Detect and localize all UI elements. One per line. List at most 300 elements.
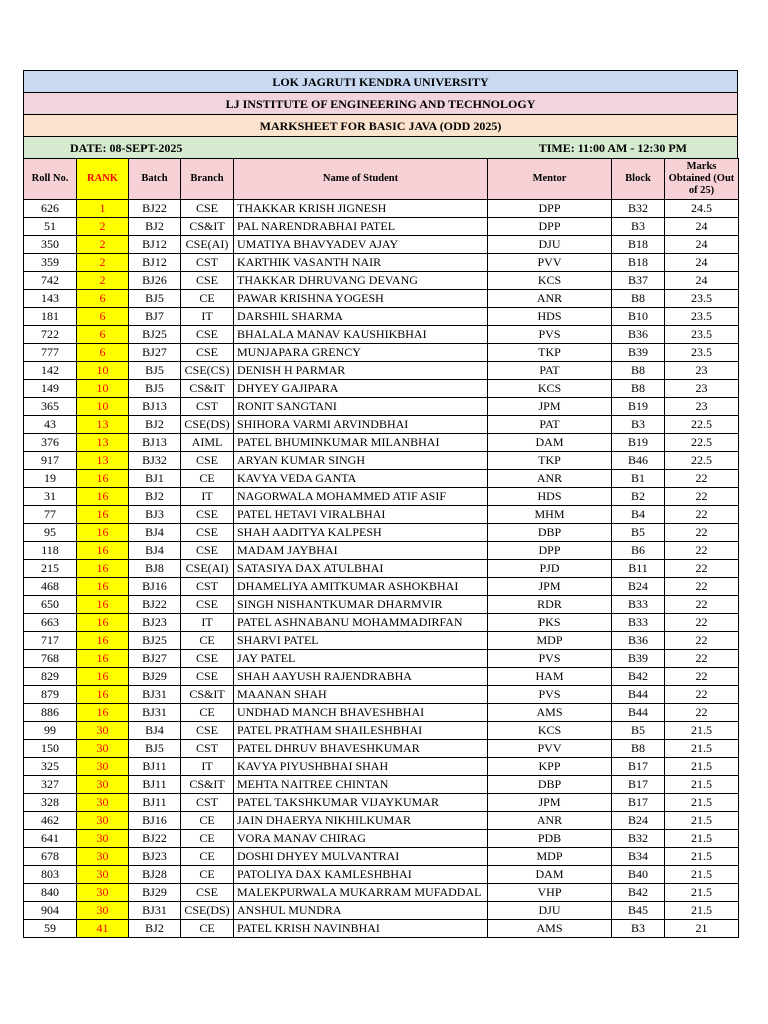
cell-marks: 22 [665,686,739,704]
cell-marks: 22 [665,542,739,560]
cell-branch: CSE(AI) [181,560,234,578]
cell-branch: CE [181,866,234,884]
cell-student-name: SHAH AADITYA KALPESH [234,524,488,542]
cell-roll-no: 327 [24,776,77,794]
cell-student-name: JAIN DHAERYA NIKHILKUMAR [234,812,488,830]
cell-batch: BJ31 [129,704,181,722]
table-row [24,542,739,560]
cell-block: B32 [612,200,665,218]
cell-student-name: MEHTA NAITREE CHINTAN [234,776,488,794]
cell-roll-no: 641 [24,830,77,848]
cell-marks: 21.5 [665,848,739,866]
cell-block: B8 [612,362,665,380]
table-row [24,902,739,920]
cell-marks: 23 [665,362,739,380]
cell-batch: BJ2 [129,920,181,938]
col-name: Name of Student [234,159,488,200]
cell-marks: 23 [665,398,739,416]
cell-roll-no: 879 [24,686,77,704]
cell-roll-no: 359 [24,254,77,272]
cell-branch: IT [181,308,234,326]
cell-roll-no: 886 [24,704,77,722]
cell-block: B34 [612,848,665,866]
cell-branch: CE [181,812,234,830]
cell-rank: 30 [77,848,129,866]
cell-roll-no: 99 [24,722,77,740]
cell-roll-no: 904 [24,902,77,920]
col-branch: Branch [181,159,234,200]
cell-roll-no: 143 [24,290,77,308]
cell-block: B8 [612,380,665,398]
cell-rank: 30 [77,812,129,830]
table-row [24,236,739,254]
cell-block: B17 [612,776,665,794]
exam-date: DATE: 08-SEPT-2025 [70,141,183,155]
cell-rank: 10 [77,380,129,398]
cell-mentor: KCS [488,272,612,290]
cell-rank: 13 [77,452,129,470]
cell-marks: 24 [665,218,739,236]
cell-block: B40 [612,866,665,884]
cell-roll-no: 95 [24,524,77,542]
cell-block: B45 [612,902,665,920]
cell-marks: 22.5 [665,452,739,470]
cell-block: B44 [612,686,665,704]
cell-roll-no: 149 [24,380,77,398]
cell-block: B10 [612,308,665,326]
cell-marks: 22 [665,704,739,722]
table-row [24,920,739,938]
cell-student-name: MAANAN SHAH [234,686,488,704]
table-row [24,560,739,578]
cell-block: B2 [612,488,665,506]
cell-mentor: ANR [488,812,612,830]
cell-rank: 30 [77,884,129,902]
cell-mentor: MDP [488,632,612,650]
cell-block: B24 [612,578,665,596]
cell-block: B19 [612,398,665,416]
cell-mentor: MHM [488,506,612,524]
cell-roll-no: 626 [24,200,77,218]
cell-branch: CST [181,578,234,596]
cell-rank: 13 [77,434,129,452]
university-title: LOK JAGRUTI KENDRA UNIVERSITY [23,70,738,92]
cell-rank: 16 [77,614,129,632]
cell-batch: BJ16 [129,578,181,596]
cell-rank: 2 [77,254,129,272]
cell-roll-no: 328 [24,794,77,812]
cell-student-name: PATEL TAKSHKUMAR VIJAYKUMAR [234,794,488,812]
cell-marks: 22 [665,614,739,632]
cell-student-name: MALEKPURWALA MUKARRAM MUFADDAL [234,884,488,902]
cell-batch: BJ1 [129,470,181,488]
table-row [24,614,739,632]
cell-rank: 13 [77,416,129,434]
cell-block: B18 [612,254,665,272]
cell-marks: 24.5 [665,200,739,218]
cell-rank: 16 [77,596,129,614]
cell-student-name: PATEL KRISH NAVINBHAI [234,920,488,938]
cell-mentor: HDS [488,488,612,506]
cell-block: B17 [612,794,665,812]
cell-roll-no: 31 [24,488,77,506]
cell-student-name: KARTHIK VASANTH NAIR [234,254,488,272]
cell-student-name: PATEL BHUMINKUMAR MILANBHAI [234,434,488,452]
cell-mentor: TKP [488,344,612,362]
table-row [24,218,739,236]
cell-roll-no: 150 [24,740,77,758]
cell-marks: 24 [665,254,739,272]
cell-rank: 16 [77,542,129,560]
table-row [24,776,739,794]
table-row [24,740,739,758]
cell-roll-no: 51 [24,218,77,236]
cell-batch: BJ13 [129,434,181,452]
cell-student-name: MUNJAPARA GRENCY [234,344,488,362]
cell-student-name: THAKKAR KRISH JIGNESH [234,200,488,218]
cell-branch: CSE [181,344,234,362]
cell-branch: CE [181,920,234,938]
cell-batch: BJ29 [129,668,181,686]
cell-student-name: ANSHUL MUNDRA [234,902,488,920]
cell-roll-no: 462 [24,812,77,830]
cell-branch: CSE [181,452,234,470]
cell-branch: CE [181,290,234,308]
cell-branch: CST [181,740,234,758]
cell-block: B19 [612,434,665,452]
cell-marks: 21.5 [665,794,739,812]
col-marks: Marks Obtained (Out of 25) [665,159,739,200]
table-row [24,470,739,488]
cell-rank: 16 [77,506,129,524]
cell-rank: 16 [77,470,129,488]
cell-branch: CE [181,830,234,848]
cell-mentor: JPM [488,578,612,596]
cell-rank: 30 [77,830,129,848]
cell-student-name: PATOLIYA DAX KAMLESHBHAI [234,866,488,884]
date-time-row [23,136,738,158]
cell-batch: BJ4 [129,722,181,740]
table-row [24,362,739,380]
cell-branch: CST [181,254,234,272]
cell-rank: 10 [77,398,129,416]
cell-mentor: MDP [488,848,612,866]
table-row [24,326,739,344]
table-row [24,308,739,326]
cell-rank: 6 [77,290,129,308]
cell-marks: 21.5 [665,866,739,884]
cell-mentor: DBP [488,776,612,794]
cell-marks: 21.5 [665,830,739,848]
col-batch: Batch [129,159,181,200]
cell-batch: BJ31 [129,686,181,704]
cell-branch: CS&IT [181,218,234,236]
cell-batch: BJ8 [129,560,181,578]
cell-marks: 21.5 [665,884,739,902]
cell-marks: 22 [665,578,739,596]
cell-rank: 6 [77,344,129,362]
cell-mentor: DPP [488,218,612,236]
table-row [24,488,739,506]
cell-mentor: KPP [488,758,612,776]
cell-branch: CSE [181,200,234,218]
cell-marks: 22 [665,668,739,686]
cell-mentor: PVS [488,686,612,704]
cell-marks: 22 [665,524,739,542]
cell-block: B42 [612,668,665,686]
cell-batch: BJ5 [129,740,181,758]
cell-block: B3 [612,416,665,434]
cell-batch: BJ4 [129,524,181,542]
table-row [24,668,739,686]
table-row [24,416,739,434]
cell-roll-no: 181 [24,308,77,326]
cell-mentor: PAT [488,362,612,380]
cell-marks: 21.5 [665,776,739,794]
cell-mentor: HAM [488,668,612,686]
exam-time: TIME: 11:00 AM - 12:30 PM [538,141,687,155]
cell-batch: BJ22 [129,830,181,848]
cell-roll-no: 468 [24,578,77,596]
cell-block: B37 [612,272,665,290]
cell-mentor: PVS [488,326,612,344]
cell-block: B44 [612,704,665,722]
cell-student-name: UMATIYA BHAVYADEV AJAY [234,236,488,254]
cell-mentor: TKP [488,452,612,470]
cell-block: B36 [612,326,665,344]
cell-mentor: DBP [488,524,612,542]
cell-rank: 16 [77,488,129,506]
cell-student-name: JAY PATEL [234,650,488,668]
cell-branch: CSE [181,542,234,560]
cell-block: B8 [612,740,665,758]
table-row [24,686,739,704]
cell-branch: CSE [181,272,234,290]
cell-rank: 2 [77,272,129,290]
cell-branch: CSE(DS) [181,416,234,434]
cell-rank: 16 [77,668,129,686]
cell-mentor: DPP [488,542,612,560]
cell-mentor: DJU [488,902,612,920]
cell-branch: CSE [181,506,234,524]
cell-branch: AIML [181,434,234,452]
cell-batch: BJ23 [129,848,181,866]
cell-roll-no: 678 [24,848,77,866]
cell-block: B42 [612,884,665,902]
cell-student-name: PATEL PRATHAM SHAILESHBHAI [234,722,488,740]
col-block: Block [612,159,665,200]
cell-branch: IT [181,758,234,776]
cell-mentor: ANR [488,470,612,488]
cell-mentor: DAM [488,866,612,884]
cell-batch: BJ25 [129,326,181,344]
table-row [24,722,739,740]
table-row [24,380,739,398]
table-row [24,812,739,830]
cell-rank: 41 [77,920,129,938]
table-row [24,524,739,542]
cell-roll-no: 77 [24,506,77,524]
cell-student-name: DHYEY GAJIPARA [234,380,488,398]
cell-roll-no: 742 [24,272,77,290]
cell-block: B3 [612,218,665,236]
institute-title: LJ INSTITUTE OF ENGINEERING AND TECHNOLOGY [23,92,738,114]
table-row [24,344,739,362]
cell-marks: 22.5 [665,416,739,434]
cell-student-name: ARYAN KUMAR SINGH [234,452,488,470]
table-row [24,272,739,290]
table-row [24,704,739,722]
cell-student-name: SHARVI PATEL [234,632,488,650]
cell-branch: CE [181,632,234,650]
cell-branch: CST [181,398,234,416]
cell-branch: CSE(CS) [181,362,234,380]
cell-block: B17 [612,758,665,776]
table-row [24,848,739,866]
col-mentor: Mentor [488,159,612,200]
cell-roll-no: 350 [24,236,77,254]
cell-batch: BJ3 [129,506,181,524]
cell-roll-no: 650 [24,596,77,614]
cell-rank: 16 [77,632,129,650]
cell-mentor: PKS [488,614,612,632]
table-row [24,254,739,272]
cell-block: B18 [612,236,665,254]
cell-roll-no: 803 [24,866,77,884]
cell-mentor: PAT [488,416,612,434]
cell-student-name: DHAMELIYA AMITKUMAR ASHOKBHAI [234,578,488,596]
cell-batch: BJ28 [129,866,181,884]
cell-roll-no: 829 [24,668,77,686]
cell-rank: 30 [77,794,129,812]
cell-batch: BJ31 [129,902,181,920]
cell-branch: CSE [181,668,234,686]
cell-batch: BJ27 [129,650,181,668]
table-row [24,758,739,776]
cell-rank: 2 [77,218,129,236]
cell-roll-no: 43 [24,416,77,434]
cell-block: B24 [612,812,665,830]
cell-mentor: PJD [488,560,612,578]
cell-branch: CSE [181,524,234,542]
table-row [24,506,739,524]
cell-roll-no: 325 [24,758,77,776]
cell-batch: BJ5 [129,362,181,380]
cell-mentor: KCS [488,380,612,398]
cell-block: B36 [612,632,665,650]
table-row [24,434,739,452]
cell-roll-no: 840 [24,884,77,902]
table-row [24,452,739,470]
cell-rank: 2 [77,236,129,254]
cell-student-name: THAKKAR DHRUVANG DEVANG [234,272,488,290]
cell-block: B3 [612,920,665,938]
cell-branch: IT [181,488,234,506]
cell-branch: CSE [181,884,234,902]
cell-branch: CE [181,848,234,866]
col-roll-no: Roll No. [24,159,77,200]
cell-student-name: NAGORWALA MOHAMMED ATIF ASIF [234,488,488,506]
cell-student-name: KAVYA VEDA GANTA [234,470,488,488]
cell-rank: 16 [77,650,129,668]
table-row [24,578,739,596]
cell-roll-no: 19 [24,470,77,488]
cell-marks: 22 [665,470,739,488]
cell-roll-no: 768 [24,650,77,668]
cell-student-name: RONIT SANGTANI [234,398,488,416]
cell-marks: 21.5 [665,722,739,740]
cell-block: B11 [612,560,665,578]
cell-mentor: RDR [488,596,612,614]
cell-roll-no: 376 [24,434,77,452]
table-row [24,200,739,218]
cell-batch: BJ7 [129,308,181,326]
cell-batch: BJ16 [129,812,181,830]
cell-branch: IT [181,614,234,632]
cell-branch: CSE [181,722,234,740]
cell-rank: 1 [77,200,129,218]
cell-student-name: SHAH AAYUSH RAJENDRABHA [234,668,488,686]
cell-block: B1 [612,470,665,488]
cell-mentor: DAM [488,434,612,452]
cell-roll-no: 365 [24,398,77,416]
cell-batch: BJ29 [129,884,181,902]
cell-rank: 30 [77,902,129,920]
cell-marks: 21.5 [665,812,739,830]
cell-mentor: DJU [488,236,612,254]
cell-student-name: PAL NARENDRABHAI PATEL [234,218,488,236]
cell-batch: BJ22 [129,596,181,614]
cell-marks: 22 [665,506,739,524]
cell-mentor: AMS [488,920,612,938]
cell-rank: 6 [77,308,129,326]
cell-student-name: PAWAR KRISHNA YOGESH [234,290,488,308]
cell-roll-no: 717 [24,632,77,650]
sheet-title: MARKSHEET FOR BASIC JAVA (ODD 2025) [23,114,738,136]
cell-batch: BJ12 [129,254,181,272]
cell-block: B6 [612,542,665,560]
cell-mentor: PVV [488,254,612,272]
cell-batch: BJ2 [129,416,181,434]
cell-mentor: DPP [488,200,612,218]
cell-batch: BJ26 [129,272,181,290]
cell-roll-no: 777 [24,344,77,362]
marks-table [23,158,739,938]
cell-marks: 21.5 [665,902,739,920]
cell-mentor: AMS [488,704,612,722]
cell-student-name: PATEL DHRUV BHAVESHKUMAR [234,740,488,758]
cell-roll-no: 215 [24,560,77,578]
cell-roll-no: 142 [24,362,77,380]
cell-rank: 30 [77,722,129,740]
table-header-row [24,159,739,200]
cell-mentor: ANR [488,290,612,308]
table-row [24,632,739,650]
cell-block: B46 [612,452,665,470]
cell-batch: BJ11 [129,758,181,776]
cell-rank: 30 [77,740,129,758]
cell-branch: CE [181,470,234,488]
cell-branch: CS&IT [181,380,234,398]
cell-marks: 23.5 [665,326,739,344]
table-row [24,794,739,812]
cell-mentor: VHP [488,884,612,902]
cell-mentor: HDS [488,308,612,326]
cell-student-name: UNDHAD MANCH BHAVESHBHAI [234,704,488,722]
cell-block: B33 [612,614,665,632]
cell-student-name: DENISH H PARMAR [234,362,488,380]
cell-batch: BJ2 [129,218,181,236]
